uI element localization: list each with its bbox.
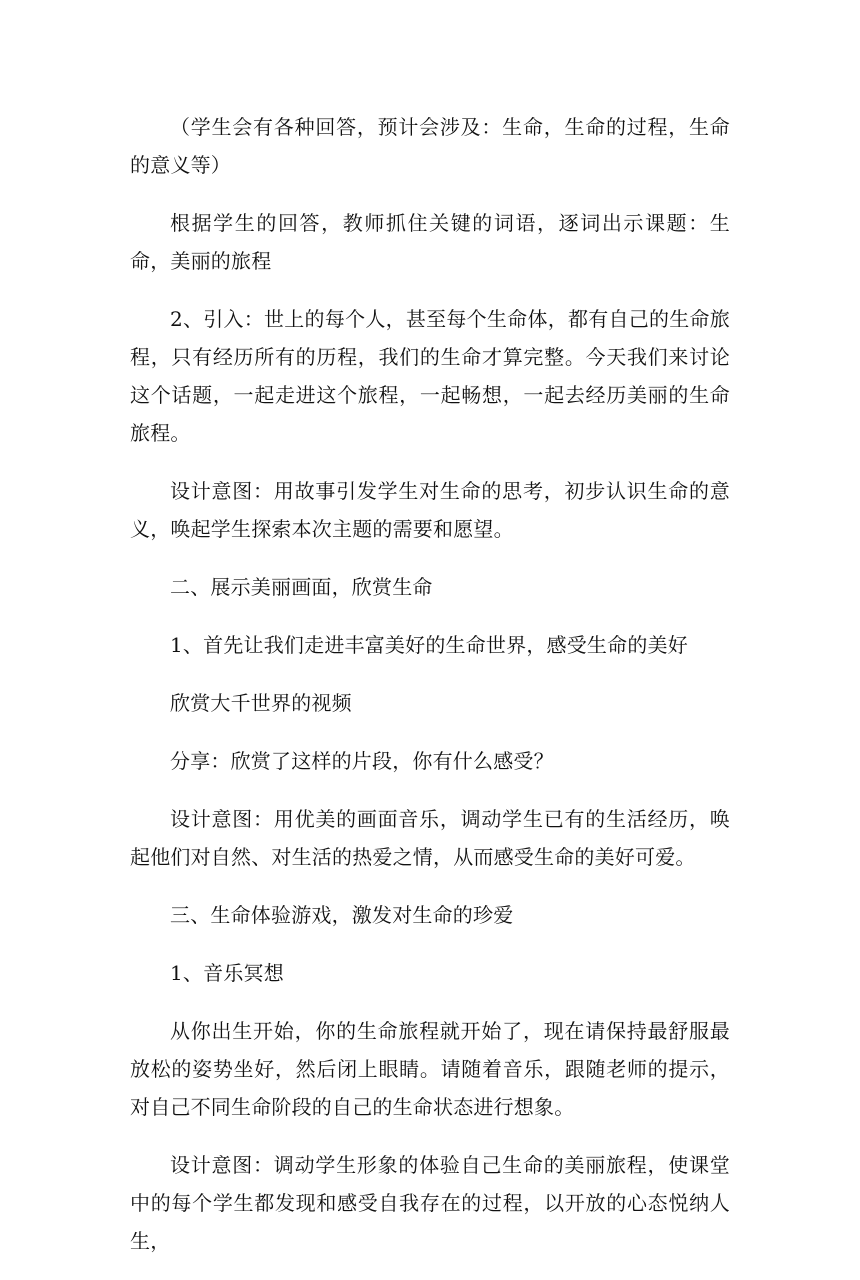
paragraph-video: 欣赏大千世界的视频	[170, 691, 352, 715]
paragraph-meditation-instructions: 从你出生开始，你的生命旅程就开始了，现在请保持最舒服最放松的姿势坐好，然后闭上眼睛。请随着音乐，跟随老师的提示，对自己不同生命阶段的自己的生命状态进行想象。	[130, 1019, 730, 1119]
paragraph-design-intent-3: 设计意图：调动学生形象的体验自己生命的美丽旅程，使课堂中的每个学生都发现和感受自我存在的过程，以开放的心态悦纳人生，	[130, 1153, 730, 1253]
paragraph-lesson-title: 根据学生的回答，教师抓住关键的词语，逐词出示课题：生命，美丽的旅程	[130, 211, 730, 273]
paragraph-music-meditation: 1、音乐冥想	[170, 961, 284, 985]
paragraph-introduction: 2、引入：世上的每个人，甚至每个生命体，都有自己的生命旅程，只有经历所有的历程，我们的生命才算完整。今天我们来讨论这个话题，一起走进这个旅程，一起畅想，一起去经历美丽的生命旅程。	[130, 307, 730, 445]
paragraph-step-1: 1、首先让我们走进丰富美好的生命世界，感受生命的美好	[170, 633, 688, 657]
document-body	[130, 108, 730, 1280]
paragraph-design-intent-1: 设计意图：用故事引发学生对生命的思考，初步认识生命的意义，唤起学生探索本次主题的需要和愿望。	[130, 479, 730, 541]
paragraph-design-intent-2: 设计意图：用优美的画面音乐，调动学生已有的生活经历，唤起他们对自然、对生活的热爱之情，从而感受生命的美好可爱。	[130, 807, 730, 869]
paragraph-share: 分享：欣赏了这样的片段，你有什么感受？	[170, 749, 554, 773]
section-heading-2: 二、展示美丽画面，欣赏生命	[170, 575, 433, 599]
section-heading-3: 三、生命体验游戏，激发对生命的珍爱	[170, 903, 514, 927]
paragraph-student-answers: （学生会有各种回答，预计会涉及：生命，生命的过程，生命的意义等）	[130, 115, 730, 177]
